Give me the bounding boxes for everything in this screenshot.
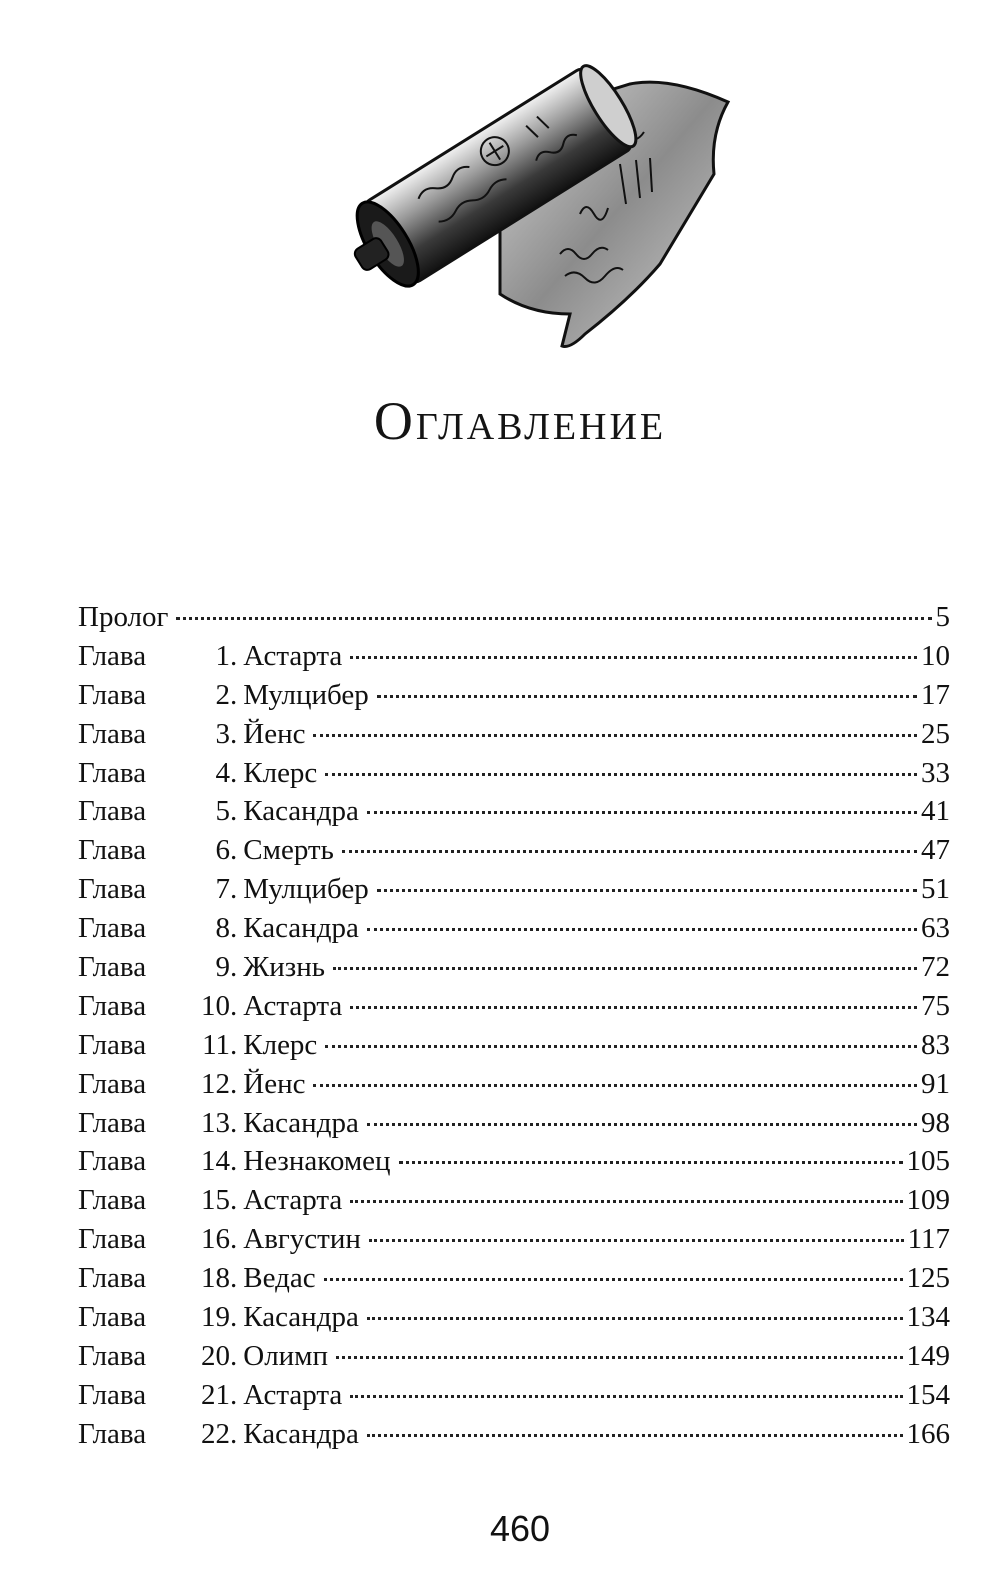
toc-entry[interactable] — [78, 1142, 950, 1181]
toc-number-separator: . — [230, 639, 238, 672]
toc-entry[interactable] — [78, 831, 950, 870]
toc-chapter-number: 22 — [201, 1417, 230, 1450]
toc-entry[interactable] — [78, 948, 950, 987]
toc-chapter-word: Глава — [78, 912, 147, 945]
toc-number-separator: . — [230, 1145, 238, 1178]
toc-chapter-number: 10 — [201, 989, 230, 1022]
toc-chapter-number: 2 — [215, 678, 230, 711]
toc-entry[interactable] — [78, 1026, 950, 1065]
toc-leader-dots — [313, 1084, 917, 1087]
toc-entry[interactable] — [78, 1181, 950, 1220]
toc-page-number: 47 — [921, 834, 950, 867]
toc-page-number: 154 — [906, 1378, 950, 1411]
toc-chapter-number: 18 — [201, 1262, 230, 1295]
toc-number-separator: . — [230, 873, 238, 906]
toc-entry[interactable] — [78, 1104, 950, 1143]
toc-chapter-number: 20 — [201, 1339, 230, 1372]
toc-page-number: 134 — [906, 1301, 950, 1334]
toc-chapter-word: Глава — [78, 717, 147, 750]
toc-chapter-title: Астарта — [243, 1378, 343, 1411]
toc-entry-label — [78, 1065, 305, 1104]
toc-number-separator: . — [230, 1223, 238, 1256]
toc-leader-dots — [367, 928, 917, 931]
toc-entry-label — [78, 1415, 359, 1454]
toc-entry-label — [78, 1298, 359, 1337]
toc-number-separator: . — [230, 1262, 238, 1295]
toc-entry-label — [78, 870, 369, 909]
toc-chapter-number: 13 — [201, 1106, 230, 1139]
toc-leader-dots — [325, 1045, 917, 1048]
toc-entry[interactable] — [78, 1337, 950, 1376]
toc-chapter-number: 21 — [201, 1378, 230, 1411]
toc-entry-label — [78, 1337, 328, 1376]
toc-entry[interactable] — [78, 987, 950, 1026]
toc-leader-dots — [377, 889, 917, 892]
toc-number-separator: . — [230, 1028, 238, 1061]
toc-chapter-word: Глава — [78, 834, 147, 867]
scroll-illustration — [330, 14, 740, 354]
toc-leader-dots — [377, 695, 917, 698]
toc-chapter-number: 1 — [215, 639, 230, 672]
toc-page-number: 75 — [921, 989, 950, 1022]
toc-leader-dots — [367, 1123, 917, 1126]
toc-entry-label — [78, 676, 369, 715]
toc-entry-label — [78, 1142, 391, 1181]
toc-entry[interactable] — [78, 1376, 950, 1415]
toc-number-separator: . — [230, 1339, 238, 1372]
toc-number-separator: . — [230, 1378, 238, 1411]
toc-chapter-title: Мулцибер — [243, 873, 369, 906]
toc-chapter-title: Незнакомец — [243, 1145, 391, 1178]
toc-chapter-number: 6 — [215, 834, 230, 867]
toc-leader-dots — [342, 850, 917, 853]
toc-chapter-title: Ведас — [243, 1262, 316, 1295]
toc-prologue-label: Пролог — [78, 601, 169, 633]
toc-leader-dots — [350, 1200, 902, 1203]
toc-number-separator: . — [230, 912, 238, 945]
toc-page-number: 33 — [921, 756, 950, 789]
toc-entry[interactable] — [78, 1415, 950, 1454]
toc-number-separator: . — [230, 1067, 238, 1100]
toc-leader-dots — [325, 773, 917, 776]
toc-page-number: 91 — [921, 1067, 950, 1100]
toc-page-number: 72 — [921, 951, 950, 984]
toc-chapter-word: Глава — [78, 1145, 147, 1178]
toc-leader-dots — [369, 1239, 904, 1242]
toc-entry[interactable] — [78, 715, 950, 754]
toc-chapter-word: Глава — [78, 756, 147, 789]
toc-chapter-title: Астарта — [243, 1184, 343, 1217]
toc-page-number: 10 — [921, 639, 950, 672]
toc-number-separator: . — [230, 1301, 238, 1334]
toc-chapter-title: Олимп — [243, 1339, 329, 1372]
toc-page-number: 149 — [906, 1339, 950, 1372]
toc-leader-dots — [367, 1317, 903, 1320]
toc-entry-label — [78, 1181, 342, 1220]
toc-entry[interactable] — [78, 1259, 950, 1298]
toc-chapter-number: 14 — [201, 1145, 230, 1178]
toc-entry[interactable] — [78, 792, 950, 831]
toc-entry[interactable] — [78, 909, 950, 948]
toc-chapter-word: Глава — [78, 1378, 147, 1411]
toc-page-number: 25 — [921, 717, 950, 750]
toc-chapter-word: Глава — [78, 1339, 147, 1372]
toc-chapter-number: 4 — [215, 756, 230, 789]
toc-page-number: 5 — [935, 601, 950, 633]
toc-chapter-word: Глава — [78, 678, 147, 711]
toc-entry[interactable] — [78, 598, 950, 637]
toc-page-number: 51 — [921, 873, 950, 906]
toc-chapter-title: Касандра — [243, 795, 359, 828]
toc-page-number: 17 — [921, 678, 950, 711]
page-number: 460 — [489, 1508, 551, 1549]
toc-number-separator: . — [230, 795, 238, 828]
toc-chapter-word: Глава — [78, 1067, 147, 1100]
toc-chapter-title: Августин — [243, 1223, 361, 1256]
toc-leader-dots — [350, 656, 917, 659]
toc-chapter-title: Астарта — [243, 989, 343, 1022]
toc-leader-dots — [324, 1278, 903, 1281]
toc-chapter-title: Касандра — [243, 1106, 359, 1139]
toc-chapter-word: Глава — [78, 1106, 147, 1139]
toc-number-separator: . — [230, 717, 238, 750]
toc-leader-dots — [333, 967, 917, 970]
toc-entry[interactable] — [78, 1065, 950, 1104]
toc-number-separator: . — [230, 951, 238, 984]
toc-chapter-word: Глава — [78, 1262, 147, 1295]
toc-chapter-title: Йенс — [243, 717, 306, 750]
toc-chapter-number: 11 — [202, 1028, 230, 1061]
toc-chapter-word: Глава — [78, 1301, 147, 1334]
toc-entry[interactable] — [78, 1220, 950, 1259]
toc-entry-label — [78, 1376, 342, 1415]
toc-leader-dots — [313, 734, 917, 737]
toc-entry-label — [78, 792, 359, 831]
toc-chapter-title: Касандра — [243, 1417, 359, 1450]
toc-chapter-title: Клерс — [243, 756, 318, 789]
toc-entry-label — [78, 909, 359, 948]
toc-chapter-title: Жизнь — [243, 951, 325, 984]
toc-chapter-number: 5 — [215, 795, 230, 828]
toc-chapter-word: Глава — [78, 989, 147, 1022]
toc-number-separator: . — [230, 834, 238, 867]
toc-entry[interactable] — [78, 637, 950, 676]
toc-leader-dots — [399, 1161, 903, 1164]
toc-number-separator: . — [230, 756, 238, 789]
toc-leader-dots — [367, 1434, 903, 1437]
toc-leader-dots — [336, 1356, 902, 1359]
toc-entry-label — [78, 831, 334, 870]
toc-chapter-word: Глава — [78, 951, 147, 984]
toc-entry-label — [78, 1104, 359, 1143]
toc-chapter-number: 3 — [215, 717, 230, 750]
toc-chapter-word: Глава — [78, 1028, 147, 1061]
toc-chapter-word: Глава — [78, 1223, 147, 1256]
toc-entry[interactable] — [78, 1298, 950, 1337]
toc-chapter-number: 19 — [201, 1301, 230, 1334]
toc-chapter-title: Клерс — [243, 1028, 318, 1061]
toc-page-number: 41 — [921, 795, 950, 828]
toc-chapter-word: Глава — [78, 1417, 147, 1450]
toc-page-number: 109 — [906, 1184, 950, 1217]
toc-chapter-number: 9 — [215, 951, 230, 984]
toc-leader-dots — [367, 811, 917, 814]
toc-chapter-number: 12 — [201, 1067, 230, 1100]
toc-entry-label — [78, 1026, 317, 1065]
toc-number-separator: . — [230, 1417, 238, 1450]
toc-entry[interactable] — [78, 676, 950, 715]
toc-page-number: 98 — [921, 1106, 950, 1139]
table-of-contents — [78, 598, 950, 1454]
toc-chapter-title: Мулцибер — [243, 678, 369, 711]
toc-chapter-word: Глава — [78, 873, 147, 906]
toc-leader-dots — [350, 1006, 917, 1009]
toc-leader-dots — [176, 617, 931, 620]
toc-page-number: 117 — [907, 1223, 950, 1256]
toc-page-number: 63 — [921, 912, 950, 945]
toc-chapter-number: 16 — [201, 1223, 230, 1256]
page-title: Оглавление — [373, 391, 667, 451]
toc-chapter-number: 15 — [201, 1184, 230, 1217]
toc-page-number: 125 — [906, 1262, 950, 1295]
toc-chapter-number: 7 — [215, 873, 230, 906]
toc-entry-label — [78, 1259, 316, 1298]
toc-leader-dots — [350, 1395, 902, 1398]
toc-chapter-word: Глава — [78, 639, 147, 672]
toc-chapter-title: Астарта — [243, 639, 343, 672]
toc-entry-label — [78, 948, 325, 987]
toc-chapter-number: 8 — [215, 912, 230, 945]
toc-entry[interactable] — [78, 754, 950, 793]
toc-entry-label — [78, 637, 342, 676]
toc-page-number: 105 — [906, 1145, 950, 1178]
toc-number-separator: . — [230, 678, 238, 711]
toc-entry-label — [78, 715, 305, 754]
toc-chapter-word: Глава — [78, 1184, 147, 1217]
toc-chapter-title: Касандра — [243, 1301, 359, 1334]
toc-page-number: 83 — [921, 1028, 950, 1061]
toc-entry[interactable] — [78, 870, 950, 909]
toc-chapter-title: Смерть — [243, 834, 334, 867]
toc-number-separator: . — [230, 1106, 238, 1139]
toc-entry-label — [78, 987, 342, 1026]
toc-number-separator: . — [230, 1184, 238, 1217]
toc-chapter-title: Касандра — [243, 912, 359, 945]
toc-page-number: 166 — [906, 1417, 950, 1450]
toc-chapter-word: Глава — [78, 795, 147, 828]
toc-entry-label — [78, 1220, 361, 1259]
toc-entry-label — [78, 754, 317, 793]
toc-chapter-title: Йенс — [243, 1067, 306, 1100]
toc-entry-label — [78, 598, 168, 637]
toc-number-separator: . — [230, 989, 238, 1022]
